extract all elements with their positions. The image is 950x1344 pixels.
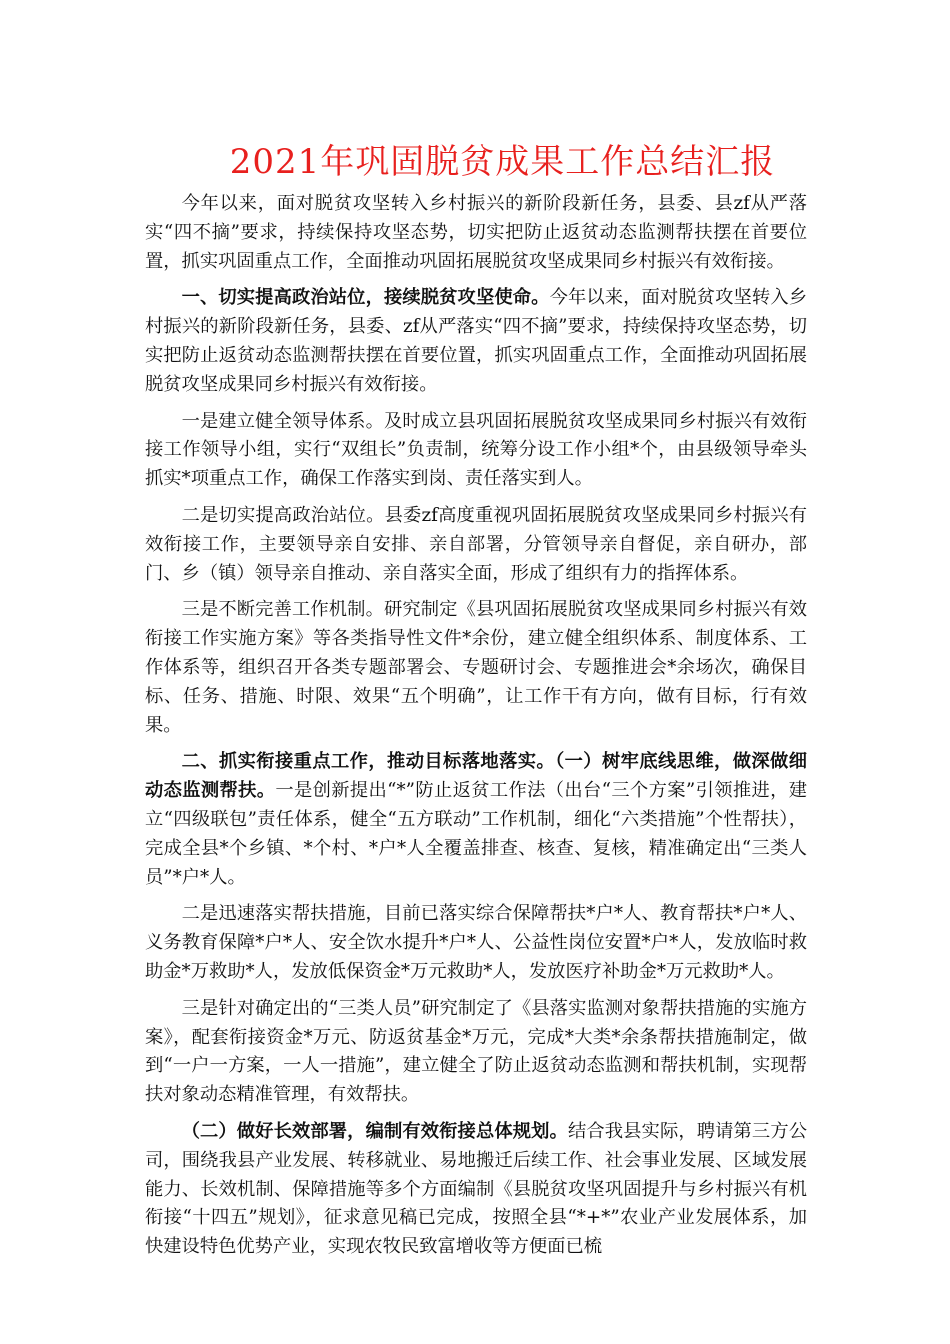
paragraph-lead: 二、抓实衔接重点工作，推动目标落地落实。（一）树牢底线思维，做深做细动态监测帮扶。 bbox=[145, 751, 807, 802]
paragraph bbox=[145, 596, 807, 740]
paragraph-text: 三是针对确定出的“三类人员”研究制定了《县落实监测对象帮扶措施的实施方案》，配套衔接资金*万元、防返贫基金*万元，完成*大类*余条帮扶措施制定，做到“一户一方案，一人一措施”，建立健全了防止返贫动态监测和帮扶机制，实现帮扶对象动态精准管理，有效帮扶。 bbox=[145, 997, 807, 1106]
paragraph-text: 一是建立健全领导体系。及时成立县巩固拓展脱贫攻坚成果同乡村振兴有效衔接工作领导小组，实行“双组长”负责制，统筹分设工作小组*个，由县级领导牵头抓实*项重点工作，确保工作落实到岗、责任落实到人。 bbox=[145, 410, 807, 490]
paragraph bbox=[145, 995, 807, 1110]
paragraph bbox=[145, 900, 807, 986]
document-title: 2021年巩固脱贫成果工作总结汇报 bbox=[229, 142, 776, 182]
paragraph-text: 今年以来，面对脱贫攻坚转入乡村振兴的新阶段新任务，县委、zf从严落实“四不摘”要求，持续保持攻坚态势，切实把防止返贫动态监测帮扶摆在首要位置，抓实巩固重点工作，全面推动巩固拓展脱贫攻坚成果同乡村振兴有效衔接。 bbox=[145, 287, 808, 395]
paragraph-text: 结合我县实际，聘请第三方公司，围绕我县产业发展、转移就业、易地搬迁后续工作、社会事业发展、区域发展能力、长效机制、保障措施等多个方面编制《县脱贫攻坚巩固提升与乡村振兴有机衔接“十四五”规划》，征求意见稿已完成，按照全县“*+*”农业产业发展体系，加快建设特色优势产业，实现农牧民致富增收等方便面已梳 bbox=[145, 1120, 808, 1258]
paragraph-text: 二是迅速落实帮扶措施，目前已落实综合保障帮扶*户*人、教育帮扶*户*人、义务教育保障*户*人、安全饮水提升*户*人、公益性岗位安置*户*人，发放临时救助金*万救助*人，发放低保资金*万元救助*人，发放医疗补助金*万元救助*人。 bbox=[145, 903, 807, 982]
paragraph-lead: （二）做好长效部署，编制有效衔接总体规划。 bbox=[181, 1120, 568, 1142]
document-body bbox=[145, 190, 807, 1270]
paragraph bbox=[145, 190, 807, 276]
paragraph bbox=[145, 1118, 807, 1262]
paragraph-text: 二是切实提高政治站位。县委zf高度重视巩固拓展脱贫攻坚成果同乡村振兴有效衔接工作，主要领导亲自安排、亲自部署，分管领导亲自督促，亲自研办，部门、乡（镇）领导亲自推动、亲自落实全面，形成了组织有力的指挥体系。 bbox=[145, 504, 807, 584]
paragraph bbox=[145, 748, 807, 892]
paragraph-text: 一是创新提出“*”防止返贫工作法（出台“三个方案”引领推进，建立“四级联包”责任体系，健全“五方联动”工作机制，细化“六类措施”个性帮扶），完成全县*个乡镇、*个村、*户*人全覆盖排查、核查、复核，精准确定出“三类人员”*户*人。 bbox=[145, 780, 807, 888]
paragraph bbox=[145, 284, 807, 399]
paragraph bbox=[145, 502, 807, 588]
paragraph bbox=[145, 408, 807, 494]
paragraph-lead: 一、切实提高政治站位，接续脱贫攻坚使命。 bbox=[181, 287, 550, 309]
paragraph-text: 三是不断完善工作机制。研究制定《县巩固拓展脱贫攻坚成果同乡村振兴有效衔接工作实施方案》等各类指导性文件*余份，建立健全组织体系、制度体系、工作体系等，组织召开各类专题部署会、专题研讨会、专题推进会*余场次，确保目标、任务、措施、时限、效果“五个明确”，让工作干有方向，做有目标，行有效果。 bbox=[145, 599, 807, 736]
paragraph-text: 今年以来，面对脱贫攻坚转入乡村振兴的新阶段新任务，县委、县zf从严落实“四不摘”要求，持续保持攻坚态势，切实把防止返贫动态监测帮扶摆在首要位置，抓实巩固重点工作，全面推动巩固拓展脱贫攻坚成果同乡村振兴有效衔接。 bbox=[145, 193, 807, 272]
